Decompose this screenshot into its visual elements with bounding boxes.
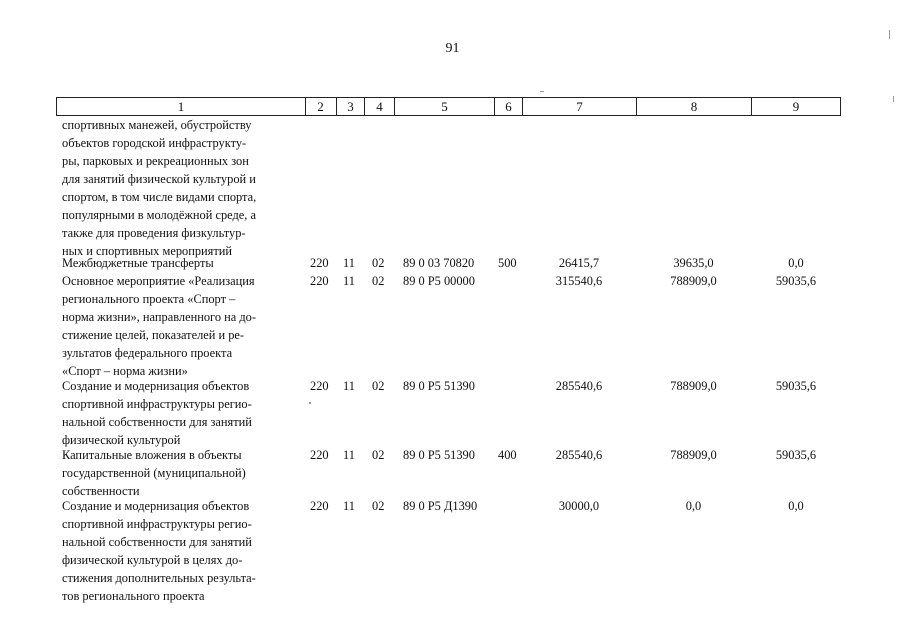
row-description [62,254,300,272]
cell-col9: 0,0 [788,499,804,513]
description-line: нальной собственности для занятий [62,415,252,429]
cell-col2: 220 [310,448,329,462]
scan-speck [889,30,890,39]
row-description [62,116,300,260]
description-line: спортивных манежей, обустройству [62,118,252,132]
cell-col3: 11 [343,499,355,513]
description-line: Капитальные вложения в объекты [62,448,242,462]
cell-col4: 02 [372,499,385,513]
cell-col2: 220 [310,274,329,288]
cell-col5: 89 0 P5 51390 [403,448,475,462]
cell-col2: 220 [310,379,329,393]
cell-col4: 02 [372,448,385,462]
header-cell-9: 9 [752,97,841,116]
description-line: стижение целей, показателей и ре- [62,328,245,342]
header-cell-4: 4 [365,97,395,116]
cell-col3: 11 [343,379,355,393]
description-line: собственности [62,484,140,498]
scan-speck [309,402,311,404]
row-description [62,272,300,380]
row-description [62,497,300,605]
cell-col7: 285540,6 [555,448,603,462]
header-cell-5: 5 [395,97,495,116]
description-line: ных и спортивных мероприятий [62,244,233,258]
description-line: спортом, в том числе видами спорта, [62,190,257,204]
description-line: «Спорт – норма жизни» [62,364,188,378]
header-cell-7: 7 [523,97,637,116]
cell-col2: 220 [310,256,329,270]
cell-col9: 0,0 [788,256,804,270]
description-line: регионального проекта «Спорт – [62,292,236,306]
description-line: норма жизни», направленного на до- [62,310,256,324]
cell-col3: 11 [343,448,355,462]
cell-col8: 788909,0 [670,274,717,288]
cell-col3: 11 [343,256,355,270]
description-line: физической культурой [62,433,181,447]
cell-col8: 0,0 [685,499,702,513]
description-line: ры, парковых и рекреационных зон [62,154,249,168]
cell-col9: 59035,6 [775,448,817,462]
description-line: нальной собственности для занятий [62,535,252,549]
cell-col9: 59035,6 [775,274,817,288]
description-line: физической культурой в целях до- [62,553,243,567]
cell-col5: 89 0 P5 51390 [403,379,475,393]
description-line: Создание и модернизация объектов [62,379,250,393]
scan-speck [540,91,544,92]
header-cell-3: 3 [337,97,365,116]
cell-col7: 285540,6 [555,379,603,393]
cell-col6: 500 [498,256,517,270]
description-line: Создание и модернизация объектов [62,499,250,513]
cell-col9: 59035,6 [775,379,817,393]
description-line: также для проведения физкультур- [62,226,246,240]
description-line: для занятий физической культурой и [62,172,256,186]
description-line: популярными в молодёжной среде, а [62,208,257,222]
header-cell-6: 6 [495,97,523,116]
cell-col2: 220 [310,499,329,513]
cell-col8: 788909,0 [670,448,717,462]
description-line: спортивной инфраструктуры регио- [62,397,252,411]
cell-col5: 89 0 03 70820 [403,256,475,270]
header-cell-2: 2 [305,97,337,116]
header-cell-1: 1 [56,97,306,116]
row-description [62,446,300,500]
cell-col7: 26415,7 [558,256,600,270]
cell-col7: 30000,0 [558,499,600,513]
cell-col3: 11 [343,274,355,288]
cell-col5: 89 0 P5 Д1390 [403,499,478,513]
scan-speck [893,96,894,102]
cell-col4: 02 [372,379,385,393]
cell-col5: 89 0 P5 00000 [403,274,475,288]
description-line: зультатов федерального проекта [62,346,233,360]
description-line: государственной (муниципальной) [62,466,246,480]
cell-col6: 400 [498,448,517,462]
cell-col8: 788909,0 [670,379,717,393]
row-description [62,377,300,449]
cell-col4: 02 [372,274,385,288]
description-line: спортивной инфраструктуры регио- [62,517,252,531]
description-line: стижения дополнительных результа- [62,571,256,585]
page-number: 91 [445,41,460,56]
cell-col4: 02 [372,256,385,270]
description-line: Основное мероприятие «Реализация [62,274,255,288]
cell-col7: 315540,6 [555,274,603,288]
cell-col8: 39635,0 [673,256,714,270]
description-line: Межбюджетные трансферты [62,256,214,270]
header-cell-8: 8 [637,97,752,116]
description-line: объектов городской инфраструкту- [62,136,247,150]
description-line: тов регионального проекта [62,589,205,603]
